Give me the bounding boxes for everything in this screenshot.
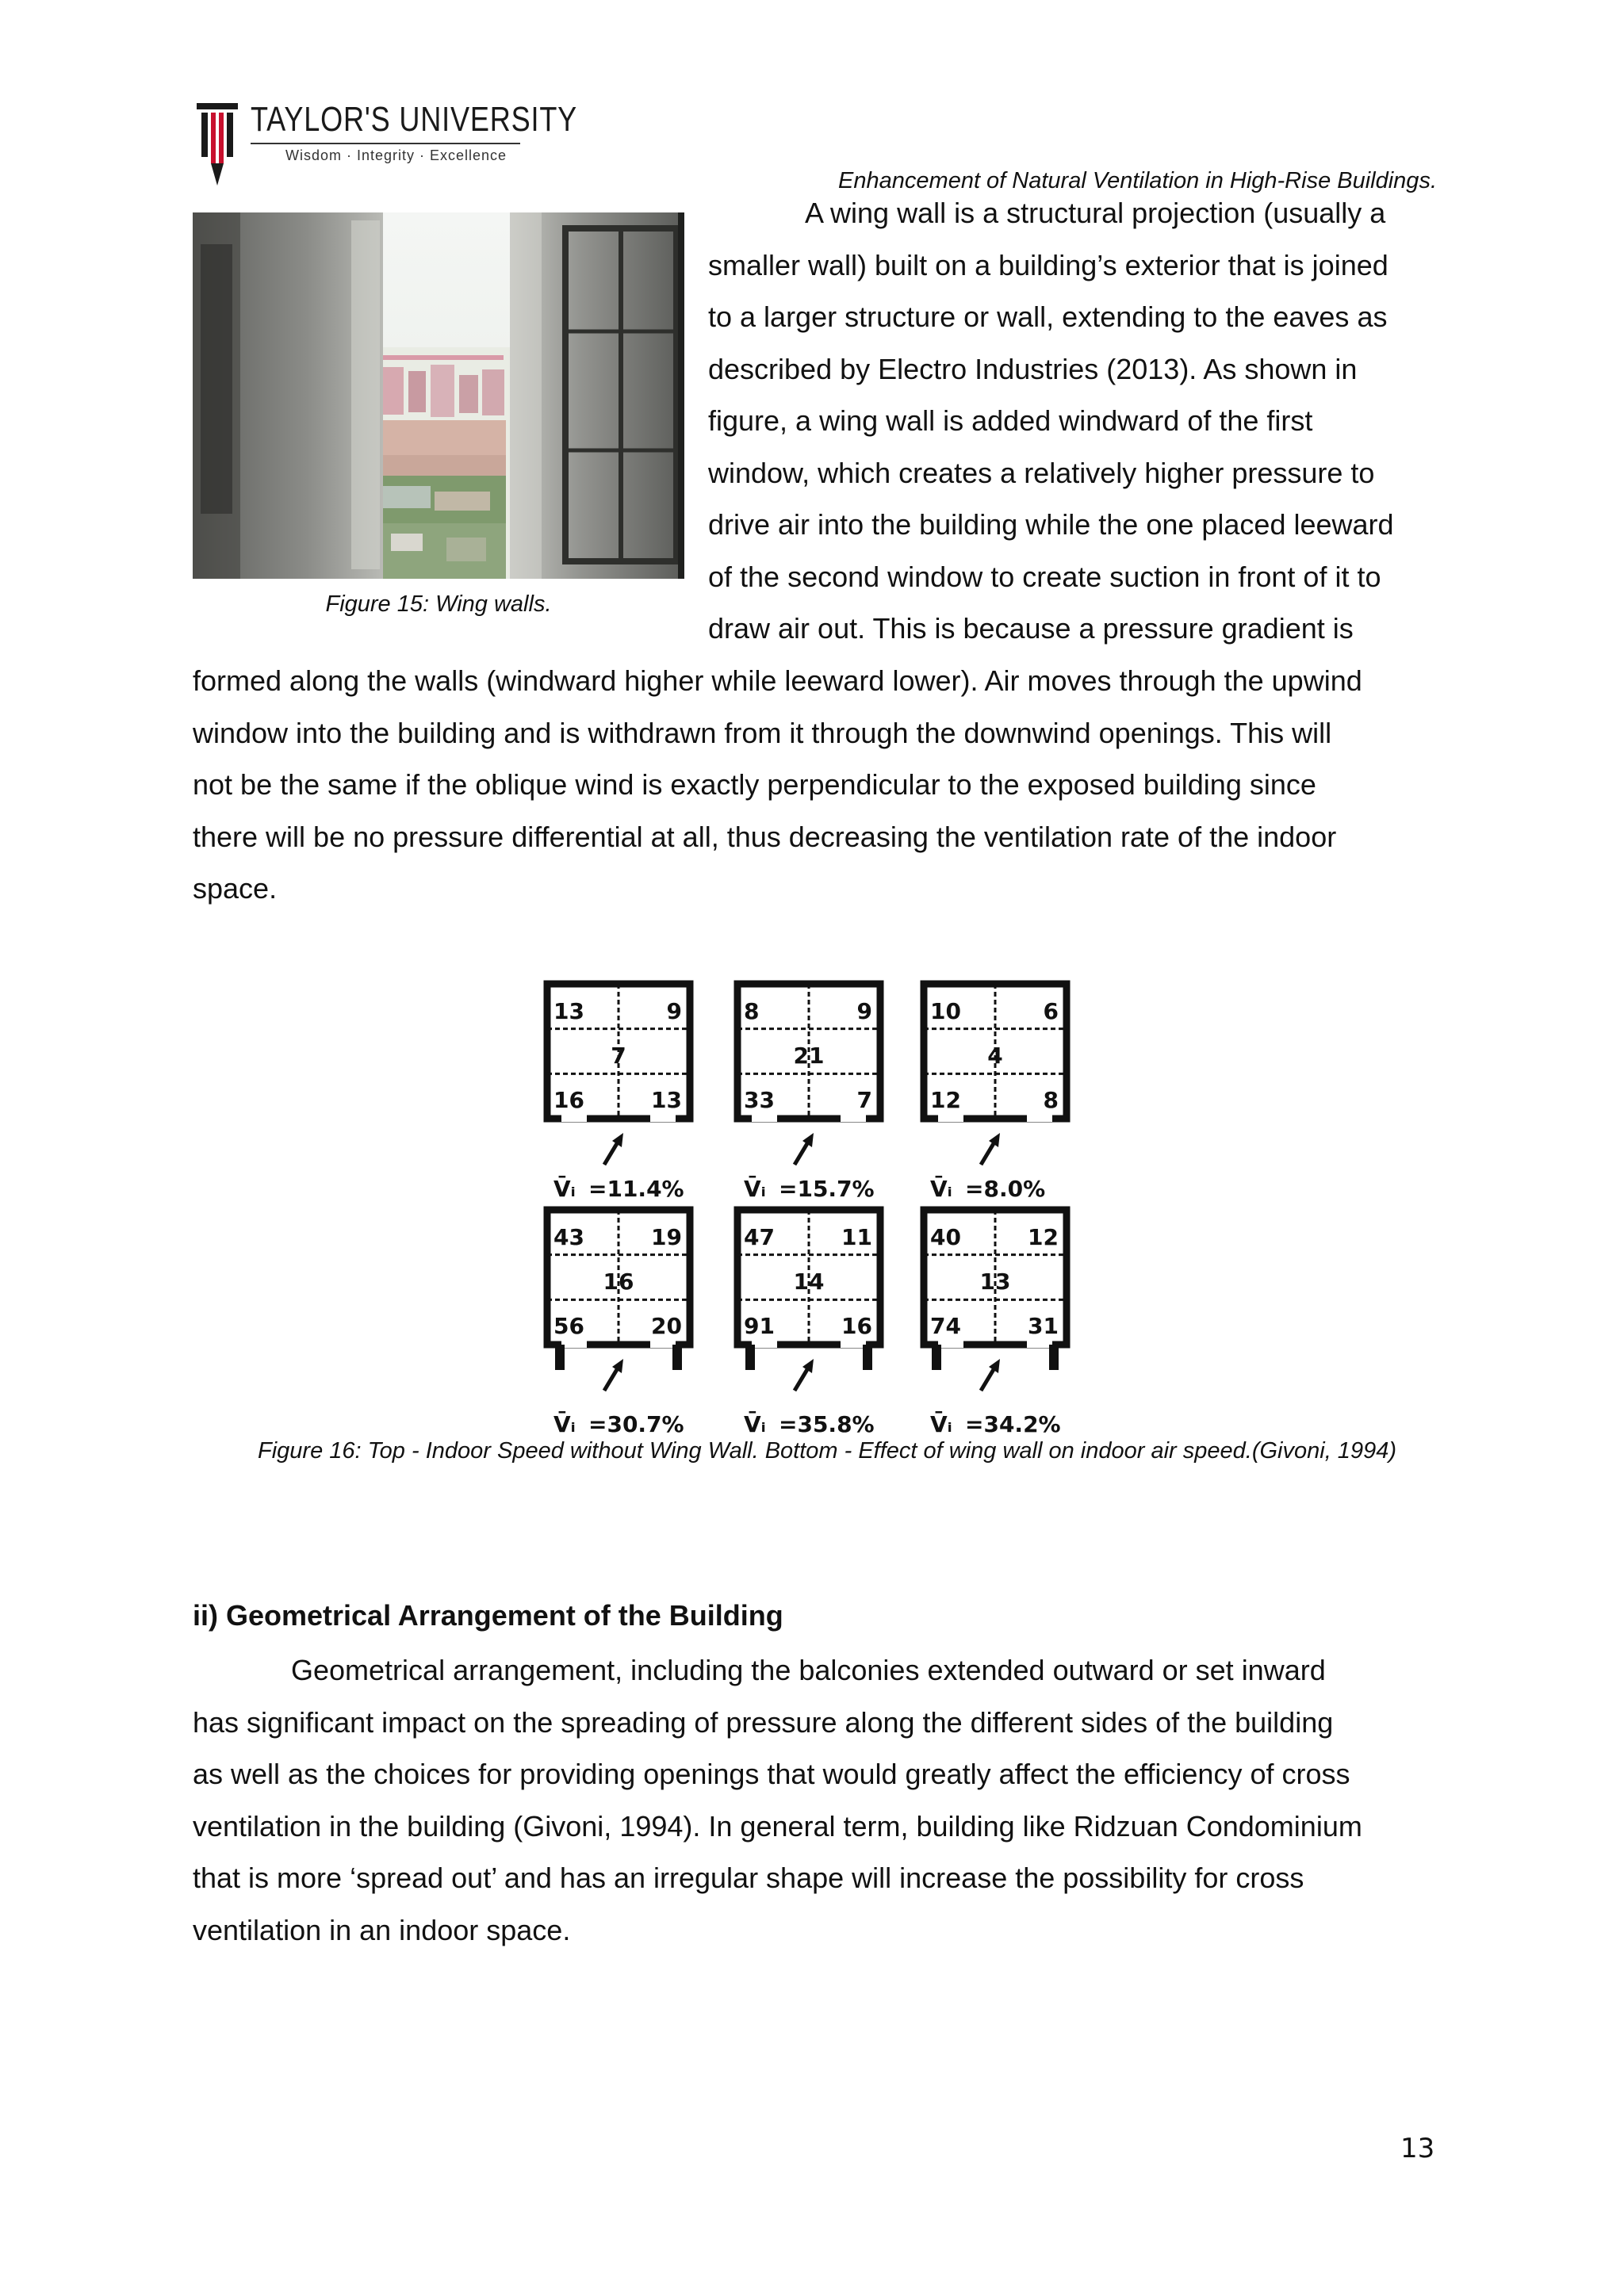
vi-value: =35.8% (779, 1411, 875, 1437)
wing-wall (745, 1345, 755, 1370)
cell-value: 9 (856, 998, 872, 1024)
wing-wall (863, 1345, 872, 1370)
window-opening (841, 1340, 866, 1348)
cell-value: 33 (744, 1087, 775, 1113)
cell-value: 74 (930, 1313, 961, 1339)
figure-15-caption: Figure 15: Wing walls. (325, 591, 552, 617)
paragraph-line: space. (193, 872, 278, 905)
window-opening (1027, 1340, 1052, 1348)
cell-value: 21 (793, 1043, 825, 1069)
window-opening (561, 1114, 587, 1122)
cell-value: 8 (744, 998, 760, 1024)
logo-name: TAYLOR'S UNIVERSITY (251, 100, 578, 139)
cell-value: 13 (979, 1269, 1011, 1295)
cell-value: 6 (1043, 998, 1059, 1024)
cell-value: 47 (744, 1224, 775, 1250)
cell-value: 10 (930, 998, 961, 1024)
paragraph-line: smaller wall) built on a building’s exterior that is joined (708, 248, 1388, 281)
cell-value: 40 (930, 1224, 961, 1250)
paragraph-line: that is more ‘spread out’ and has an irregular shape will increase the possibility for cross (193, 1862, 1304, 1894)
vi-value: =30.7% (588, 1411, 684, 1437)
airflow-panel (547, 1210, 690, 1437)
vi-symbol: V̄ᵢ (744, 1411, 766, 1437)
cell-value: 13 (553, 998, 584, 1024)
window-opening (841, 1114, 866, 1122)
window-opening (938, 1114, 963, 1122)
paragraph-line: there will be no pressure differential at all, thus decreasing the ventilation rate of the indoor (193, 820, 1337, 853)
airflow-panel (547, 984, 690, 1202)
vi-symbol: V̄ᵢ (930, 1411, 952, 1437)
window-opening (752, 1114, 777, 1122)
wing-wall-paragraph (708, 187, 1434, 655)
wind-arrow (981, 1367, 995, 1391)
vi-symbol: V̄ᵢ (930, 1176, 952, 1202)
cell-value: 56 (553, 1313, 584, 1339)
vi-symbol: V̄ᵢ (553, 1411, 576, 1437)
wing-wall (932, 1345, 941, 1370)
paragraph-line: Geometrical arrangement, including the balconies extended outward or set inward (291, 1654, 1326, 1686)
window-opening (650, 1114, 676, 1122)
paragraph-line: described by Electro Industries (2013). As shown in (708, 352, 1358, 385)
figure-16-diagram (539, 980, 1086, 1437)
paragraph-line: formed along the walls (windward higher while leeward lower). Air moves through the upwind (193, 664, 1362, 697)
paragraph-line: draw air out. This is because a pressure gradient is (708, 612, 1354, 645)
running-head: Enhancement of Natural Ventilation in High-Rise Buildings. (838, 168, 1437, 193)
wing-wall-airflow-diagram (539, 980, 1086, 1437)
section-paragraph (193, 1644, 1438, 1956)
vi-symbol: V̄ᵢ (744, 1176, 766, 1202)
cell-value: 20 (651, 1313, 682, 1339)
paragraph-line: ventilation in the building (Givoni, 1994). In general term, building like Ridzuan Condominium (193, 1809, 1362, 1843)
vi-value: =34.2% (965, 1411, 1061, 1437)
cell-value: 8 (1043, 1087, 1059, 1113)
cell-value: 4 (987, 1043, 1003, 1069)
wind-arrow (795, 1367, 809, 1391)
cell-value: 31 (1028, 1313, 1059, 1339)
wing-wall (555, 1345, 565, 1370)
wing-wall (672, 1345, 682, 1370)
paragraph-line: A wing wall is a structural projection (usually a (805, 197, 1386, 229)
logo-emblem-icon (195, 100, 239, 189)
wing-walls-photo (193, 212, 684, 579)
cell-value: 16 (553, 1087, 584, 1113)
cell-value: 91 (744, 1313, 775, 1339)
university-logo (195, 100, 578, 189)
wind-arrow (604, 1141, 619, 1165)
paragraph-line: ventilation in an indoor space. (193, 1913, 571, 1946)
window-opening (650, 1340, 676, 1348)
cell-value: 12 (930, 1087, 961, 1113)
vi-value: =8.0% (965, 1176, 1046, 1202)
section-heading: ii) Geometrical Arrangement of the Building (193, 1599, 783, 1632)
vi-value: =11.4% (588, 1176, 684, 1202)
cell-value: 43 (553, 1224, 584, 1250)
cell-value: 7 (611, 1043, 626, 1069)
logo-motto: Wisdom · Integrity · Excellence (285, 147, 508, 163)
wing-wall-paragraph-continued (193, 655, 1438, 915)
cell-value: 7 (856, 1087, 872, 1113)
wind-arrow (981, 1141, 995, 1165)
paragraph-line: not be the same if the oblique wind is exactly perpendicular to the exposed building since (193, 768, 1316, 801)
cell-value: 16 (603, 1269, 634, 1295)
paragraph-line: window into the building and is withdrawn from it through the downwind openings. This will (193, 716, 1332, 749)
paragraph-line: window, which creates a relatively higher pressure to (708, 456, 1375, 489)
paragraph-line: figure, a wing wall is added windward of the first (708, 404, 1313, 437)
cell-value: 14 (793, 1269, 825, 1295)
paragraph-line: of the second window to create suction in front of it to (708, 560, 1381, 593)
airflow-panel (737, 984, 880, 1202)
cell-value: 13 (651, 1087, 682, 1113)
paragraph-line: has significant impact on the spreading of pressure along the different sides of the building (193, 1705, 1334, 1739)
vi-value: =15.7% (779, 1176, 875, 1202)
logo-rule (251, 143, 520, 144)
cell-value: 19 (651, 1224, 682, 1250)
cell-value: 12 (1028, 1224, 1059, 1250)
window-opening (752, 1340, 777, 1348)
airflow-panel (924, 984, 1067, 1202)
wind-arrow (795, 1141, 809, 1165)
airflow-panel (924, 1210, 1067, 1437)
airflow-panel (737, 1210, 880, 1437)
window-opening (938, 1340, 963, 1348)
wing-wall (1049, 1345, 1059, 1370)
cell-value: 9 (666, 998, 682, 1024)
cell-value: 16 (841, 1313, 872, 1339)
figure-16-caption: Figure 16: Top - Indoor Speed without Wing Wall. Bottom - Effect of wing wall on indoor air speed.(Givoni, 1994) (258, 1438, 1396, 1464)
paragraph-line: as well as the choices for providing openings that would greatly affect the efficiency of cross (193, 1758, 1350, 1790)
cell-value: 11 (841, 1224, 872, 1250)
paragraph-line: drive air into the building while the one placed leeward (708, 508, 1394, 541)
wind-arrow (604, 1367, 619, 1391)
window-opening (561, 1340, 587, 1348)
paragraph-line: to a larger structure or wall, extending to the eaves as (708, 300, 1388, 333)
window-opening (1027, 1114, 1052, 1122)
vi-symbol: V̄ᵢ (553, 1176, 576, 1202)
page-number: 13 (1400, 2133, 1435, 2164)
